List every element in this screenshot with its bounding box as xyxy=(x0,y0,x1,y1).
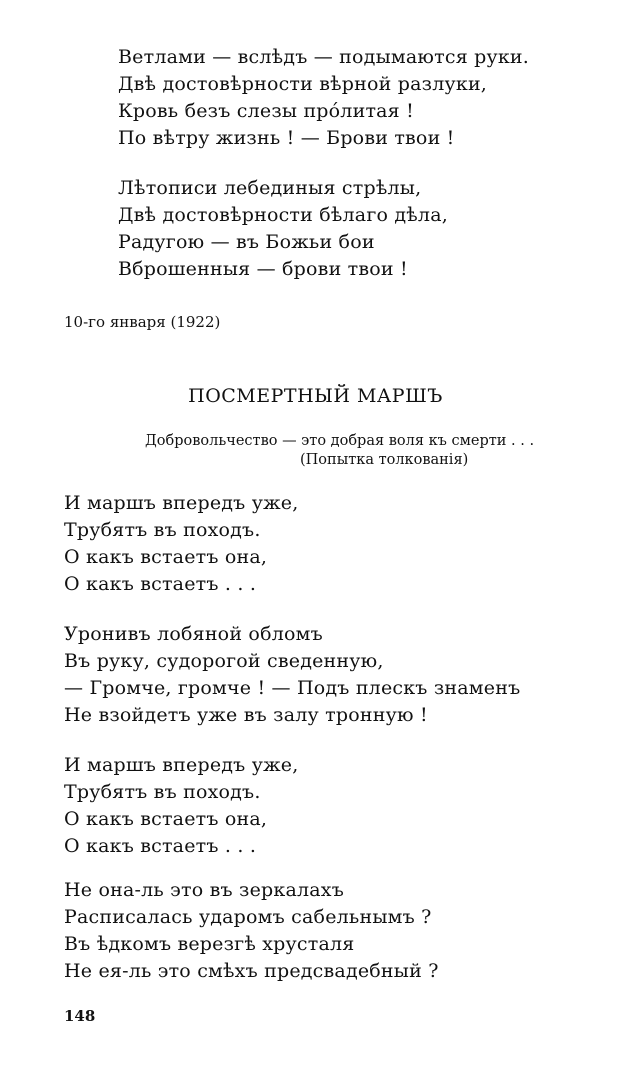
poem-date: 10-го января (1922) xyxy=(64,313,221,331)
verse-line: Лѣтописи лебединыя стрѣлы, xyxy=(118,177,422,199)
poem-title: ПОСМЕРТНЫЙ МАРШЪ xyxy=(188,385,443,407)
verse-line: Не взойдетъ уже въ залу тронную ! xyxy=(64,704,428,726)
verse-line: О какъ встаетъ она, xyxy=(64,546,268,568)
epigraph-attribution: (Попытка толкованія) xyxy=(300,452,469,468)
verse-line: Уронивъ лобяной обломъ xyxy=(64,623,323,645)
verse-line: По вѣтру жизнь ! — Брови твои ! xyxy=(118,127,455,149)
verse-line: И маршъ впередъ уже, xyxy=(64,492,299,514)
verse-line: Ветлами — вслѣдъ — подымаются руки. xyxy=(118,46,530,68)
verse-line: Вброшенныя — брови твои ! xyxy=(118,258,408,280)
verse-line: Двѣ достовѣрности бѣлаго дѣла, xyxy=(118,204,448,226)
verse-line: О какъ встаетъ . . . xyxy=(64,573,257,595)
verse-line: Въ руку, судорогой сведенную, xyxy=(64,650,384,672)
page-number: 148 xyxy=(64,1007,96,1025)
verse-line: О какъ встаетъ . . . xyxy=(64,835,257,857)
verse-line: Трубятъ въ походъ. xyxy=(64,781,261,803)
verse-line: И маршъ впередъ уже, xyxy=(64,754,299,776)
verse-line: Кровь безъ слезы прóлитая ! xyxy=(118,100,414,122)
verse-line: Въ ѣдкомъ верезгѣ хрусталя xyxy=(64,933,355,955)
epigraph-text: Добровольчество — это добрая воля къ смерти . . . xyxy=(145,433,535,449)
verse-line: О какъ встаетъ она, xyxy=(64,808,268,830)
verse-line: Трубятъ въ походъ. xyxy=(64,519,261,541)
verse-line: — Громче, громче ! — Подъ плескъ знаменъ xyxy=(64,677,521,699)
verse-line: Не ея-ль это смѣхъ предсвадебный ? xyxy=(64,960,439,982)
verse-line: Радугою — въ Божьи бои xyxy=(118,231,375,253)
verse-line: Двѣ достовѣрности вѣрной разлуки, xyxy=(118,73,488,95)
verse-line: Не она-ль это въ зеркалахъ xyxy=(64,879,344,901)
verse-line: Расписалась ударомъ сабельнымъ ? xyxy=(64,906,432,928)
